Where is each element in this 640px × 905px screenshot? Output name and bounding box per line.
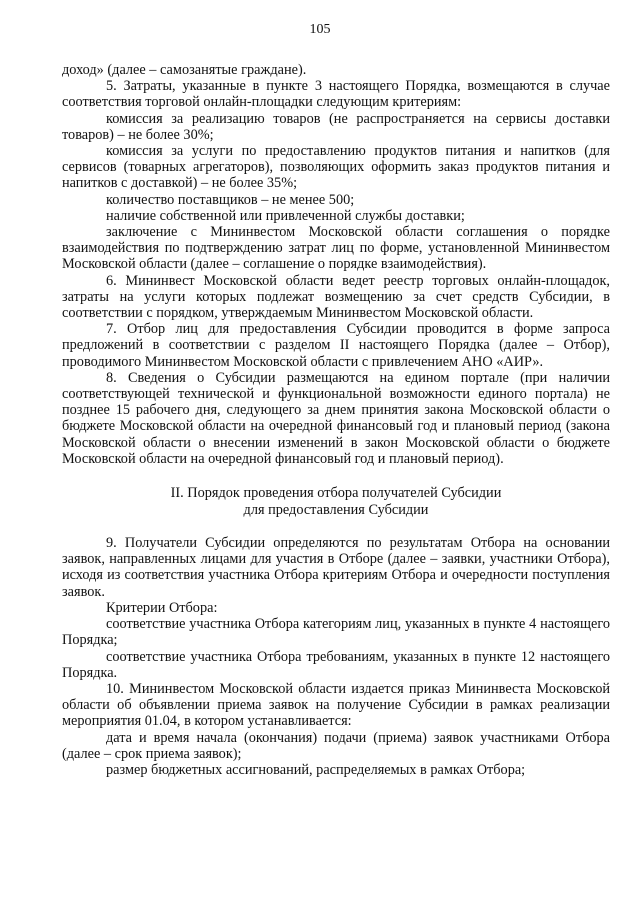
criterion-requirements: соответствие участника Отбора требованиям, указанных в пункте 12 настоящего Порядка. bbox=[62, 648, 610, 681]
criterion-commission-goods: комиссия за реализацию товаров (не распространяется на сервисы доставки товаров) – не более 30%; bbox=[62, 110, 610, 143]
order-item-budget: размер бюджетных ассигнований, распределяемых в рамках Отбора; bbox=[106, 761, 526, 778]
criterion-category: соответствие участника Отбора категориям лиц, указанных в пункте 4 настоящего Порядка; bbox=[62, 616, 610, 649]
document-body bbox=[62, 62, 610, 778]
paragraph-item-5: 5. Затраты, указанные в пункте 3 настоящего Порядка, возмещаются в случае соответствия торговой онлайн-площадки следующим критериям: bbox=[62, 78, 610, 111]
criteria-heading: Критерии Отбора: bbox=[106, 599, 218, 616]
criterion-suppliers: количество поставщиков – не менее 500; bbox=[106, 191, 355, 208]
order-item-dates: дата и время начала (окончания) подачи (приема) заявок участниками Отбора (далее – срок приема заявок); bbox=[62, 729, 610, 762]
section-heading-line-2: для предоставления Субсидии bbox=[243, 502, 429, 519]
criterion-delivery: наличие собственной или привлеченной службы доставки; bbox=[106, 207, 465, 224]
section-intro bbox=[62, 62, 610, 467]
paragraph-item-10: 10. Мининвестом Московской области издается приказ Мининвеста Московской области об объявлении приема заявок на получение Субсидии в рамках реализации мероприятия 01.04, в котором устанавливается: bbox=[62, 680, 610, 730]
criterion-commission-food: комиссия за услуги по предоставлению продуктов питания и напитков (для сервисов (товарных агрегаторов), позволяющих оформить заказ продуктов питания и напитков с доставкой) – не более 35%; bbox=[62, 143, 610, 192]
paragraph-item-6: 6. Мининвест Московской области ведет реестр торговых онлайн-площадок, затраты на услуги которых подлежат возмещению за счет средств Субсидии, в соответствии с порядком, утверждаемым Мининвестом Московской области. bbox=[62, 272, 610, 322]
section-heading-line-1: II. Порядок проведения отбора получателей Субсидии bbox=[170, 485, 502, 502]
criterion-agreement: заключение с Мининвестом Московской области соглашения о порядке взаимодействия по подтверждению затрат лиц по форме, установленной Мининвестом Московской области (далее – соглашение о порядке взаимодействия). bbox=[62, 224, 610, 273]
paragraph-item-9: 9. Получатели Субсидии определяются по результатам Отбора на основании заявок, направленных лицами для участия в Отборе (далее – заявки, участники Отбора), исходя из соответствия участника Отбора критериям Отбора и очередности поступления заявок. bbox=[62, 535, 610, 600]
paragraph-item-8: 8. Сведения о Субсидии размещаются на едином портале (при наличии соответствующей технической и функциональной возможности единого портала) не позднее 15 рабочего дня, следующего за днем принятия закона Московской области о бюджете Московской области на очередной финансовый год и плановый период (закона Московской области о внесении изменений в закон Московской области о бюджете Московской области на очередной финансовый год и плановый период). bbox=[62, 369, 610, 467]
paragraph-item-7: 7. Отбор лиц для предоставления Субсидии проводится в форме запроса предложений в соответствии с разделом II настоящего Порядка (далее – Отбор), проводимого Мининвестом Московской области с привлечением АНО «АИР». bbox=[62, 321, 610, 370]
page-number: 105 bbox=[309, 22, 331, 37]
section-heading bbox=[62, 485, 610, 519]
paragraph-continuation: доход» (далее – самозанятые граждане). bbox=[62, 62, 307, 78]
section-selection bbox=[62, 535, 610, 778]
